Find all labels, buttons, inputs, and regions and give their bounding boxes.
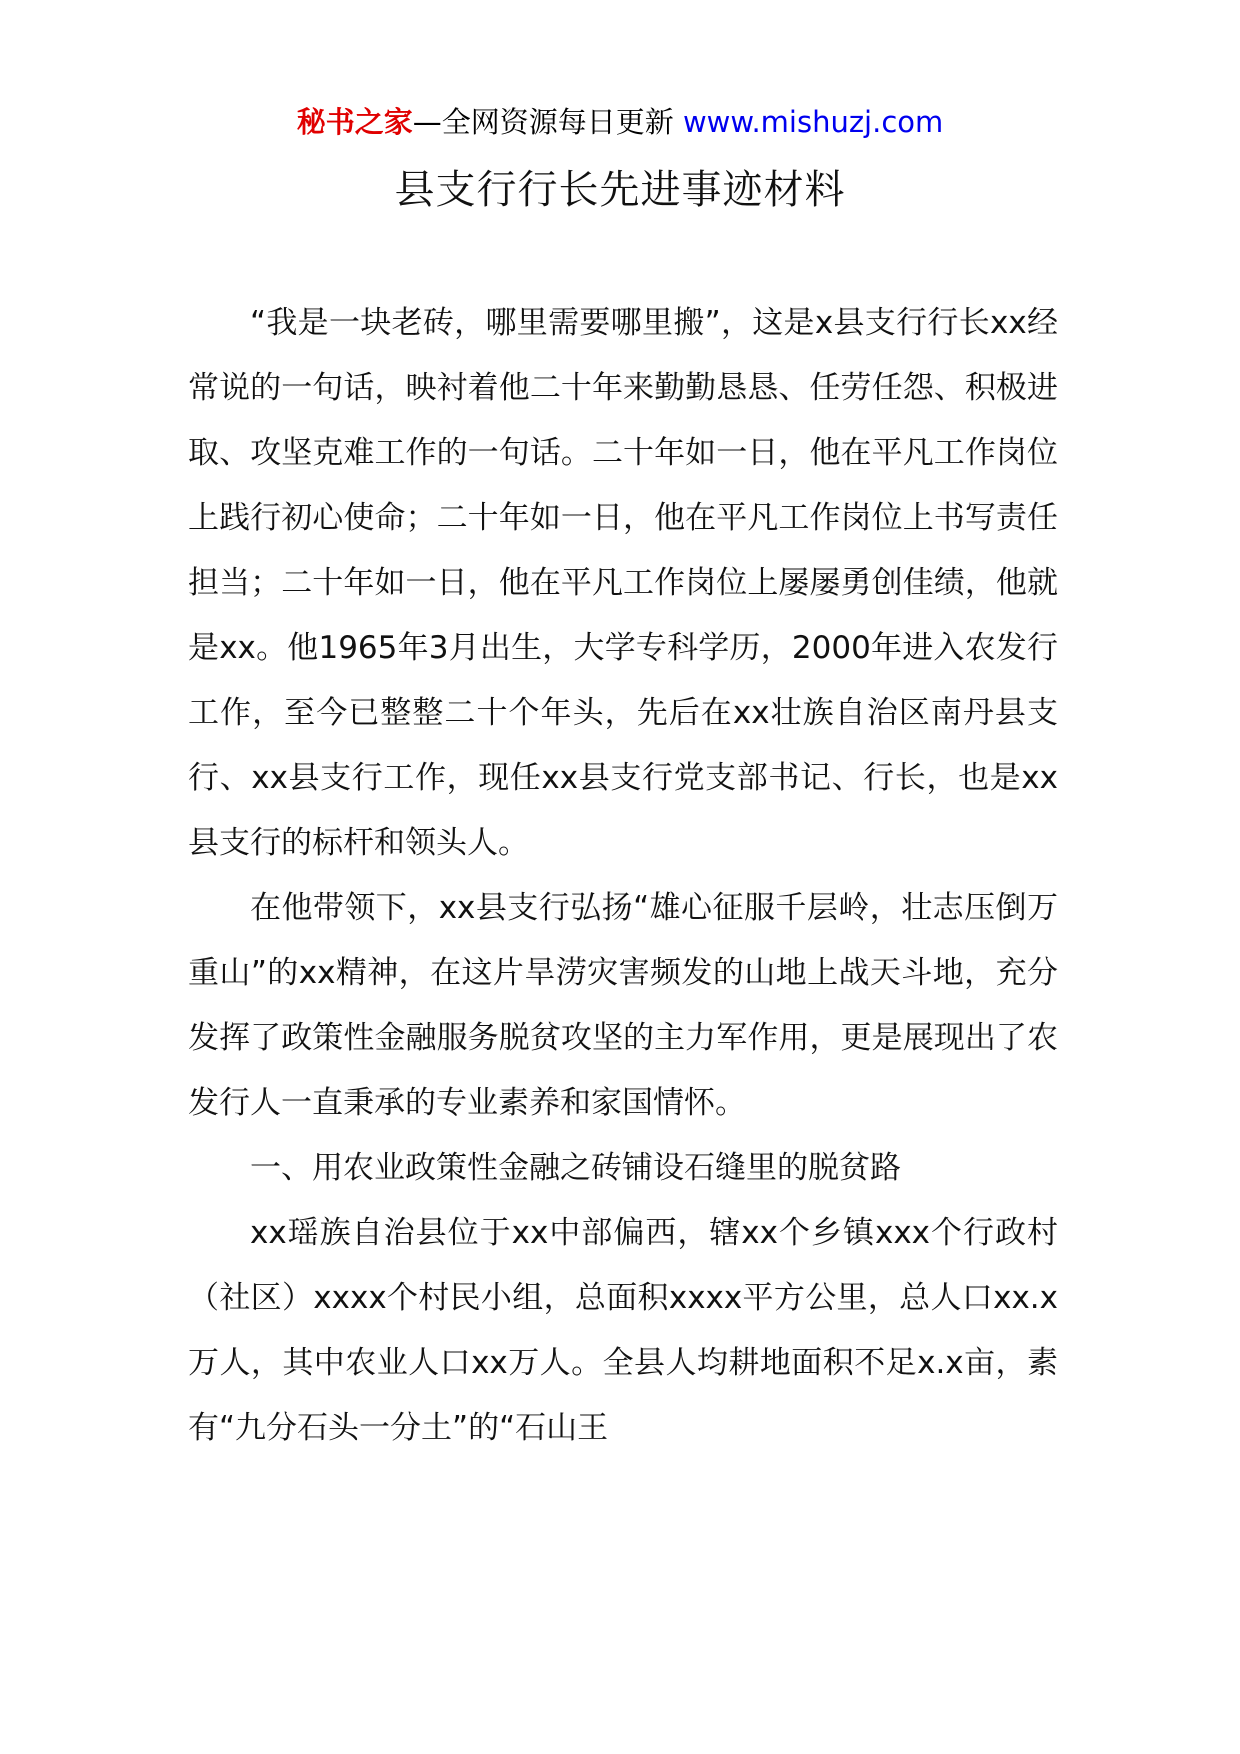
site-header [0, 102, 1240, 142]
paragraph-leadership: 在他带领下，xx县支行弘扬“雄心征服千层岭，壮志压倒万重山”的xx精神，在这片旱涝灾害频发的山地上战天斗地，充分发挥了政策性金融服务脱贫攻坚的主力军作用，更是展现出了农发行人一直秉承的专业素养和家国情怀。 [188, 890, 1058, 1121]
document-body [188, 291, 1058, 1461]
site-url-link[interactable]: www.mishuzj.com [682, 105, 944, 139]
section-heading-1: 一、用农业政策性金融之砖铺设石缝里的脱贫路 [250, 1150, 901, 1186]
site-brand: 秘书之家 [296, 105, 413, 139]
paragraph-county-overview: xx瑶族自治县位于xx中部偏西，辖xx个乡镇xxx个行政村（社区）xxxx个村民小组，总面积xxxx平方公里，总人口xx.x万人，其中农业人口xx万人。全县人均耕地面积不足x.x亩，素有“九分石头一分土”的“石山王 [188, 1215, 1058, 1446]
site-slogan: —全网资源每日更新 [412, 105, 674, 139]
document-title: 县支行行长先进事迹材料 [394, 167, 846, 213]
paragraph-intro: “我是一块老砖，哪里需要哪里搬”，这是x县支行行长xx经常说的一句话，映衬着他二十年来勤勤恳恳、任劳任怨、积极进取、攻坚克难工作的一句话。二十年如一日，他在平凡工作岗位上践行初心使命；二十年如一日，他在平凡工作岗位上书写责任担当；二十年如一日，他在平凡工作岗位上屡屡勇创佳绩，他就是xx。他1965年3月出生，大学专科学历，2000年进入农发行工作，至今已整整二十个年头，先后在xx壮族自治区南丹县支行、xx县支行工作，现任xx县支行党支部书记、行长，也是xx县支行的标杆和领头人。 [188, 305, 1058, 861]
